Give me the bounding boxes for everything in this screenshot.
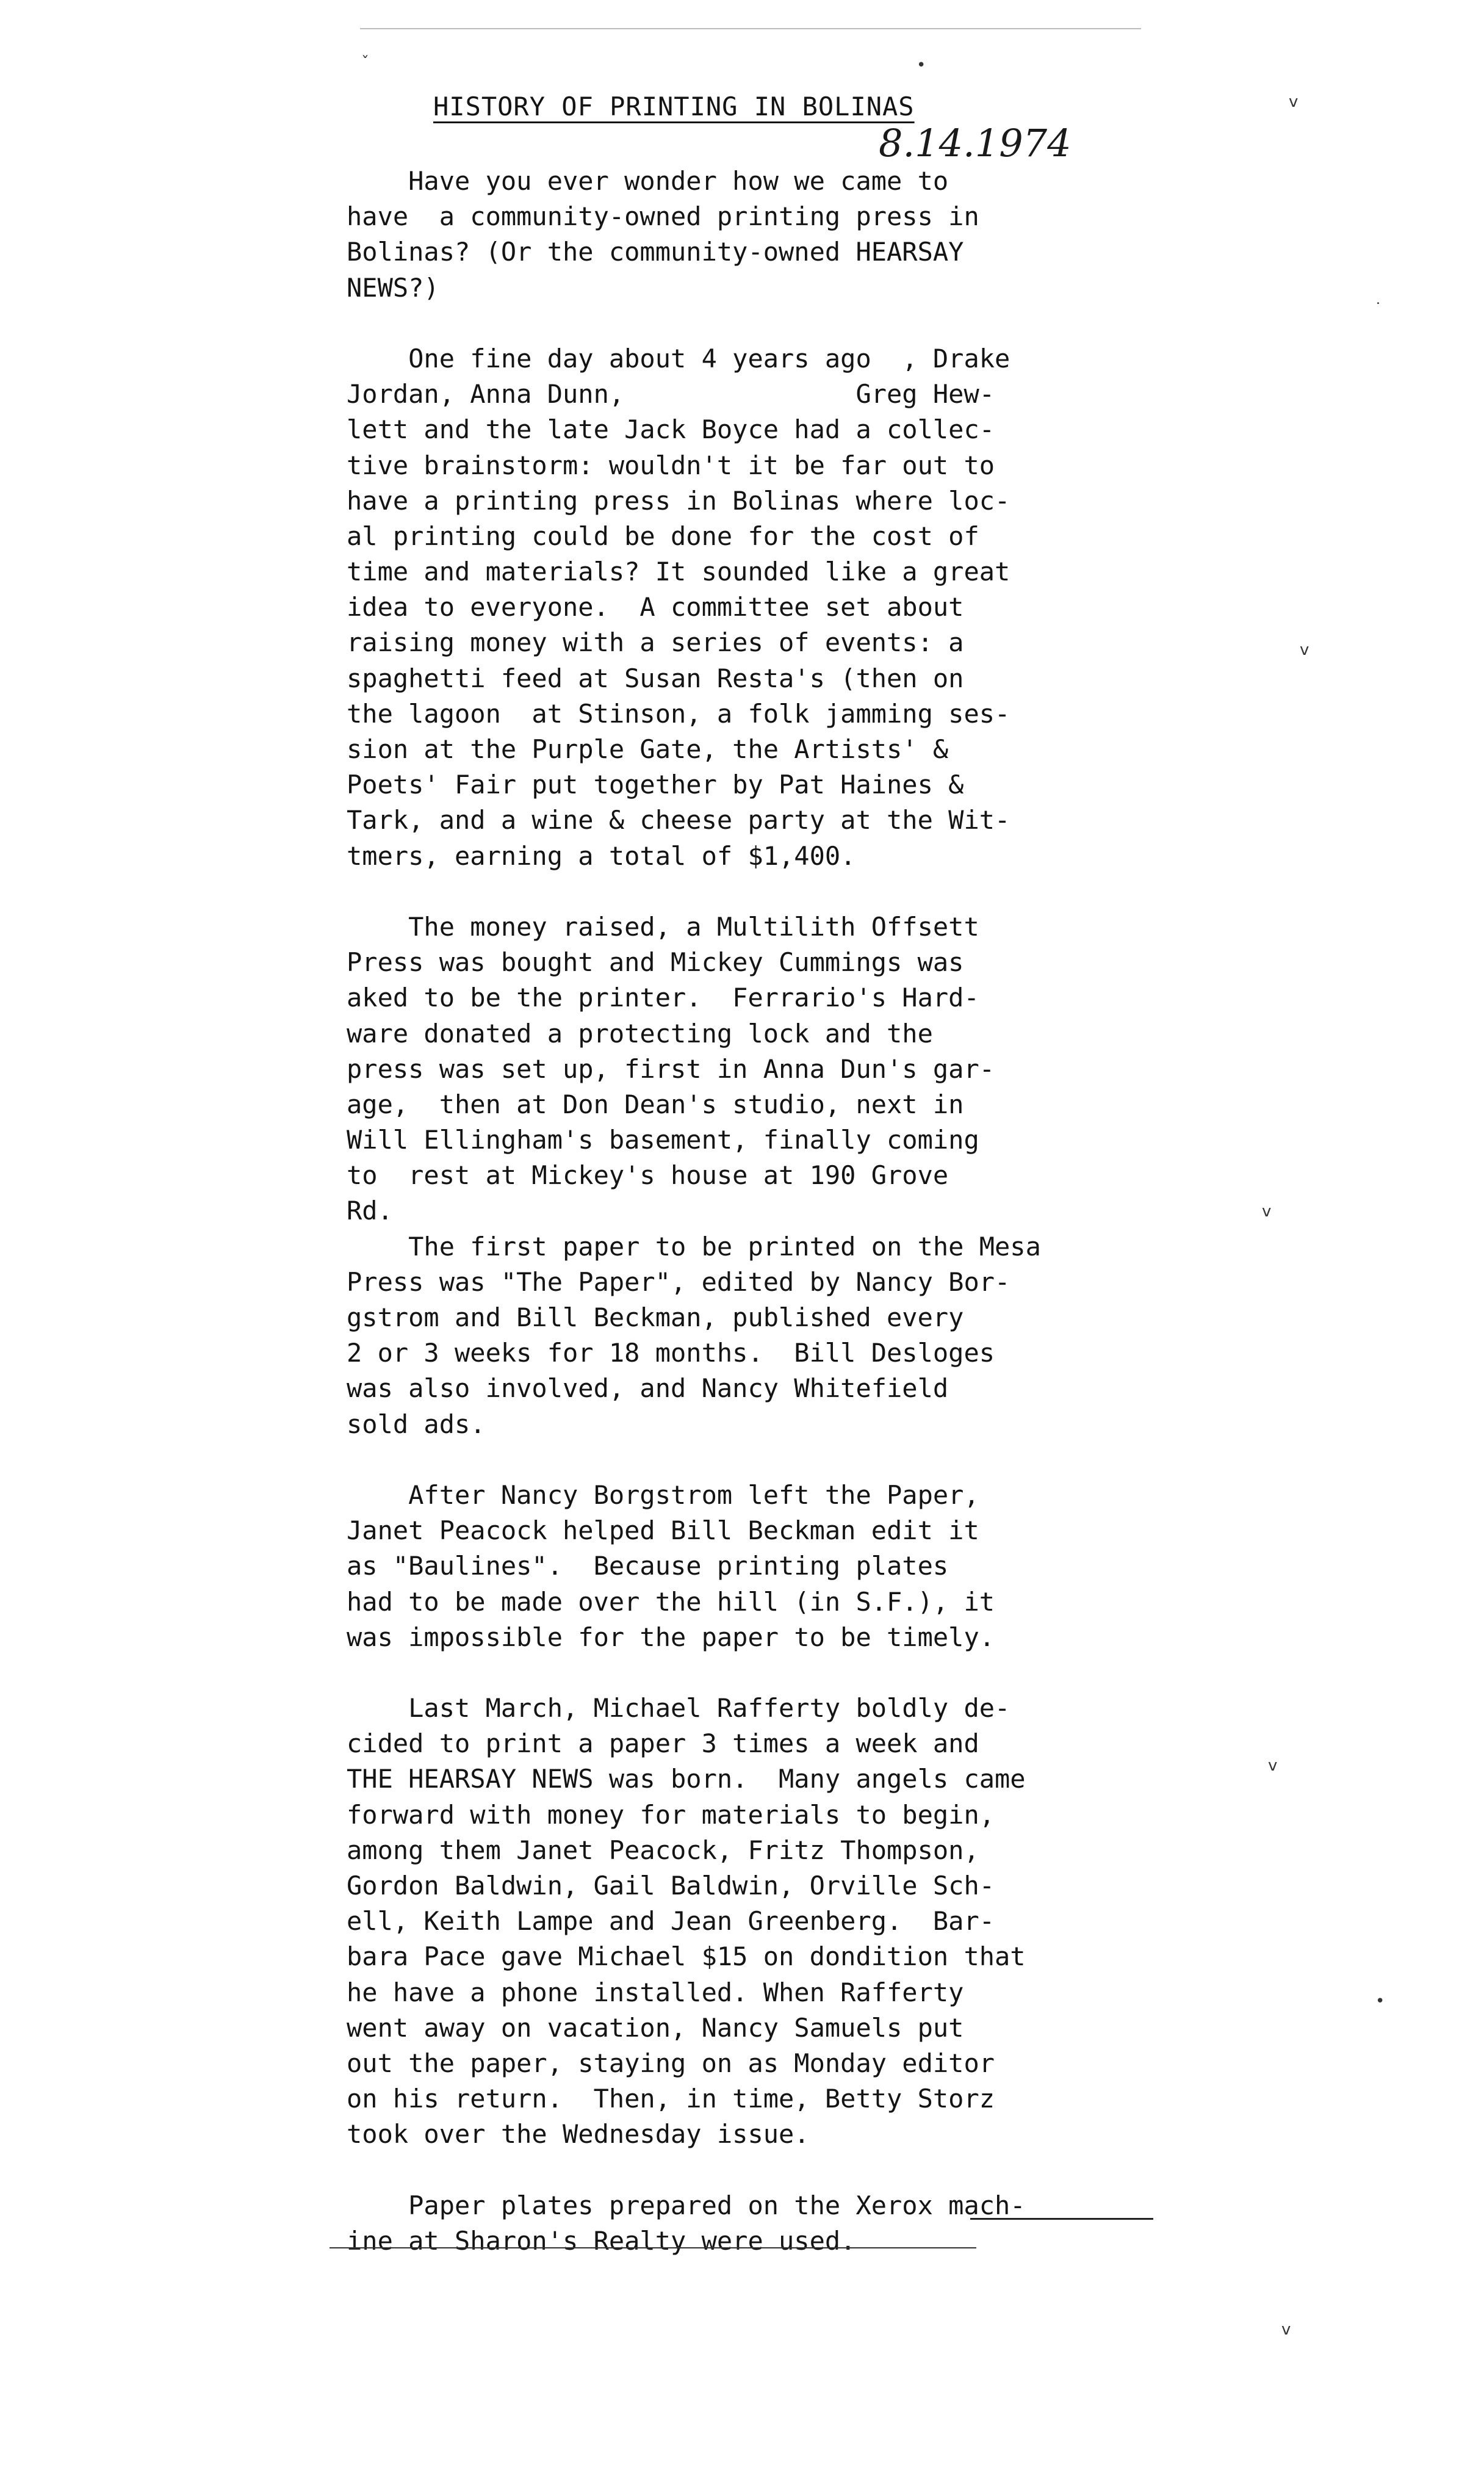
text-line: Will Ellingham's basement, finally coming <box>347 1125 979 1155</box>
scan-speck: ˇ <box>361 54 369 72</box>
text-line: sion at the Purple Gate, the Artists' & <box>347 734 949 764</box>
top-rule <box>360 28 1141 29</box>
text-line: Janet Peacock helped Bill Beckman edit it <box>347 1515 979 1546</box>
text-line: time and materials? It sounded like a great <box>347 557 1010 587</box>
text-line: sold ads. <box>347 1409 486 1439</box>
text-line: forward with money for materials to begin, <box>347 1799 995 1830</box>
bottom-rule-left <box>330 2247 976 2248</box>
text-line: The money raised, a Multilith Offsett <box>347 911 979 942</box>
text-line: bara Pace gave Michael $15 on dondition that <box>347 1941 1026 1972</box>
text-line: Poets' Fair put together by Pat Haines & <box>347 770 964 800</box>
text-line: he have a phone installed. When Rafferty <box>347 1977 964 2007</box>
text-line: age, then at Don Dean's studio, next in <box>347 1089 964 1119</box>
text-line: among them Janet Peacock, Fritz Thompson, <box>347 1835 979 1865</box>
text-line: Jordan, Anna Dunn, Greg Hew- <box>347 379 995 410</box>
text-line: gstrom and Bill Beckman, published every <box>347 1302 964 1332</box>
scan-speck: • <box>917 56 926 74</box>
text-line: lett and the late Jack Boyce had a collec- <box>347 414 995 445</box>
scan-speck: ˙ <box>1374 300 1382 319</box>
text-line: ine at Sharon's Realty were used. <box>347 2225 856 2256</box>
text-line: out the paper, staying on as Monday editor <box>347 2048 995 2078</box>
text-line: took over the Wednesday issue. <box>347 2119 810 2150</box>
text-line: Rd. <box>347 1196 393 1226</box>
text-line: ware donated a protecting lock and the <box>347 1018 933 1049</box>
scan-speck: v <box>1262 1202 1272 1221</box>
scan-speck: v <box>1289 93 1298 111</box>
text-line: Have you ever wonder how we came to <box>347 166 949 196</box>
text-line: had to be made over the hill (in S.F.), it <box>347 1586 995 1617</box>
text-line: Last March, Michael Rafferty boldly de- <box>347 1693 1010 1724</box>
text-line <box>347 874 1213 909</box>
text-line: tmers, earning a total of $1,400. <box>347 840 856 871</box>
text-line: went away on vacation, Nancy Samuels put <box>347 2012 964 2043</box>
text-line <box>347 306 1213 341</box>
text-line: as "Baulines". Because printing plates <box>347 1551 949 1581</box>
text-line: was impossible for the paper to be timely. <box>347 1622 995 1652</box>
text-line: Tark, and a wine & cheese party at the Wit- <box>347 805 1010 836</box>
text-line <box>347 1442 1213 1478</box>
text-line: raising money with a series of events: a <box>347 627 964 658</box>
text-line: ell, Keith Lampe and Jean Greenberg. Bar- <box>347 1906 995 1937</box>
text-line: tive brainstorm: wouldn't it be far out to <box>347 450 995 480</box>
text-line: idea to everyone. A committee set about <box>347 592 964 623</box>
text-line: al printing could be done for the cost of <box>347 521 979 551</box>
text-line <box>347 2153 1213 2188</box>
document-title: HISTORY OF PRINTING IN BOLINAS <box>433 92 915 121</box>
text-line: the lagoon at Stinson, a folk jamming ses- <box>347 698 1010 729</box>
text-line: Gordon Baldwin, Gail Baldwin, Orville Sch- <box>347 1871 995 1901</box>
text-line: After Nancy Borgstrom left the Paper, <box>347 1479 979 1510</box>
text-line: spaghetti feed at Susan Resta's (then on <box>347 663 964 693</box>
text-line: have a community-owned printing press in <box>347 201 979 232</box>
bottom-rule-right <box>970 2218 1153 2220</box>
text-line: on his return. Then, in time, Betty Storz <box>347 2084 995 2114</box>
document-body <box>347 164 1213 2259</box>
text-line: aked to be the printer. Ferrario's Hard- <box>347 983 979 1013</box>
text-line: Bolinas? (Or the community-owned HEARSAY <box>347 237 964 267</box>
text-line: cided to print a paper 3 times a week and <box>347 1728 979 1759</box>
handwritten-date: 8.14.1974 <box>879 121 1072 165</box>
text-line: Paper plates prepared on the Xerox mach- <box>347 2190 1026 2220</box>
text-line: One fine day about 4 years ago , Drake <box>347 343 1010 374</box>
text-line: to rest at Mickey's house at 190 Grove <box>347 1160 949 1191</box>
text-line: NEWS?) <box>347 272 439 303</box>
text-line: Press was "The Paper", edited by Nancy Bor- <box>347 1266 1010 1297</box>
text-line: press was set up, first in Anna Dun's gar- <box>347 1053 995 1084</box>
text-line <box>347 1655 1213 1691</box>
text-line: have a printing press in Bolinas where loc- <box>347 485 1010 516</box>
scan-speck: v <box>1300 641 1309 659</box>
text-line: was also involved, and Nancy Whitefield <box>347 1373 949 1404</box>
text-line: Press was bought and Mickey Cummings was <box>347 947 964 978</box>
scan-speck: v <box>1281 2320 1291 2339</box>
text-line: THE HEARSAY NEWS was born. Many angels came <box>347 1764 1026 1794</box>
scan-speck: v <box>1268 1757 1278 1775</box>
text-line: 2 or 3 weeks for 18 months. Bill Desloges <box>347 1338 995 1368</box>
text-line: The first paper to be printed on the Mesa <box>347 1231 1041 1262</box>
scan-speck: • <box>1375 1992 1385 2010</box>
